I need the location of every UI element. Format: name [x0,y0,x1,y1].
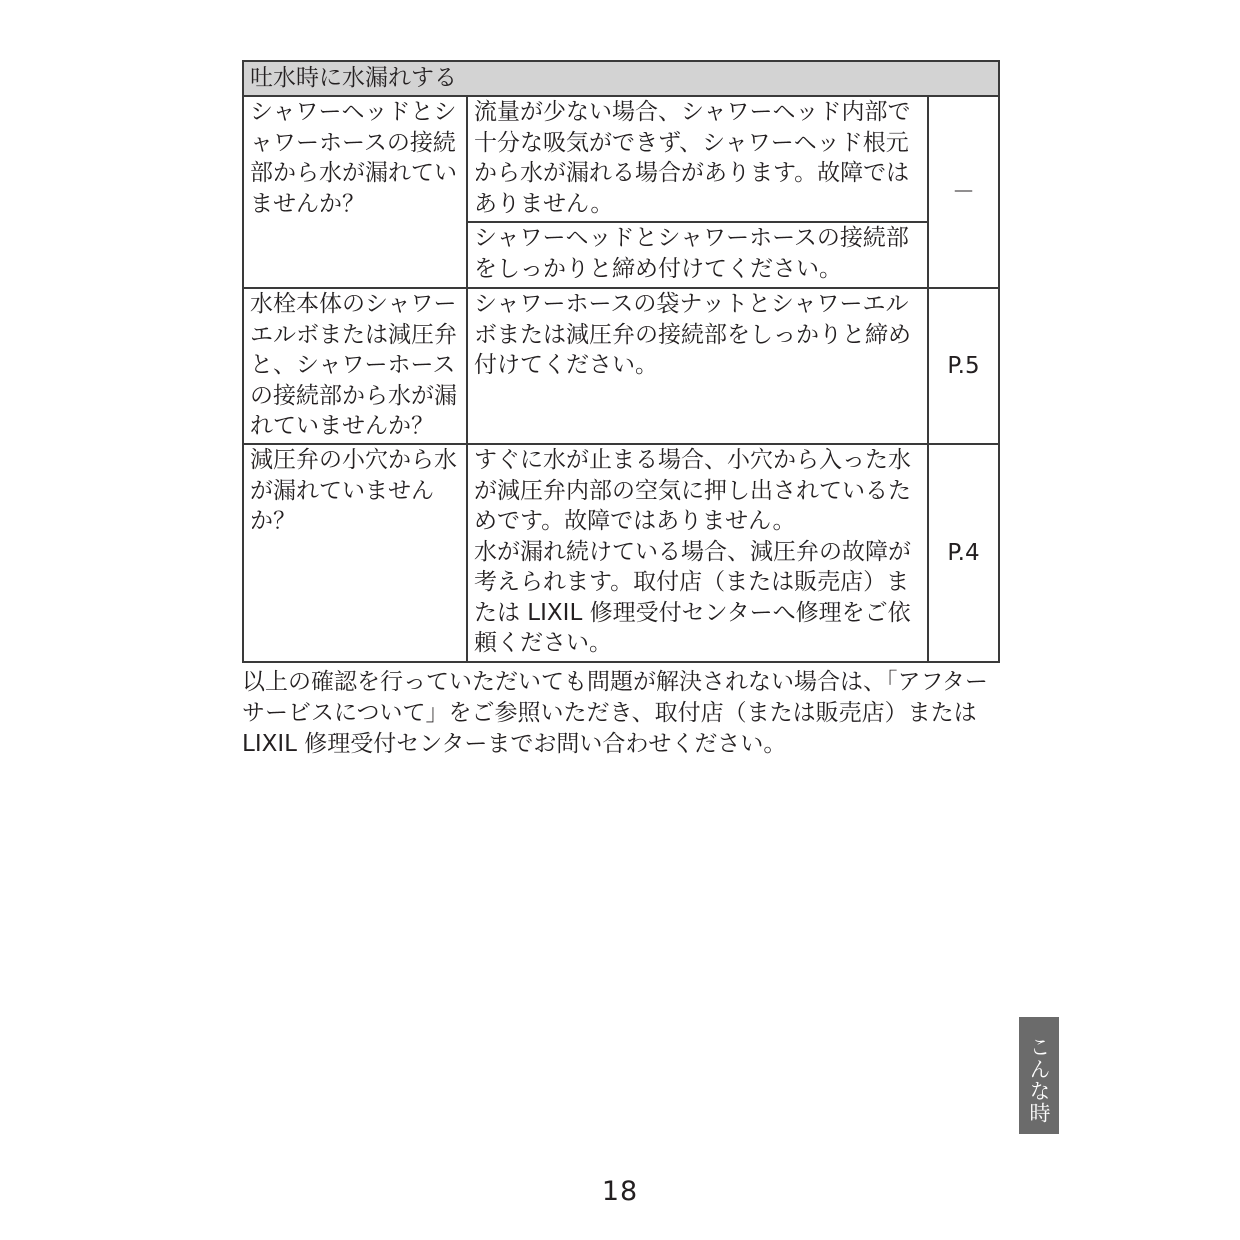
footnote: 以上の確認を行っていただいても問題が解決されない場合は、「アフターサービスについて」をご参照いただき、取付店（または販売店）またはLIXIL 修理受付センターまでお問い合わせください。 [242,669,988,757]
remedy-cell: シャワーヘッドとシャワーホースの接続部をしっかりと締め付けてください。 [467,222,928,288]
page-reference-cell: P.4 [928,444,999,662]
remedy-text: すぐに水が止まる場合、小穴から入った水が減圧弁内部の空気に押し出されているためです。故障ではありません。 [474,447,911,534]
remedy-text: 水が漏れ続けている場合、減圧弁の故障が考えられます。取付店（または販売店）または LIXIL 修理受付センターへ修理をご依頼ください。 [474,538,911,656]
troubleshooting-table [242,60,1000,663]
remedy-cell: シャワーホースの袋ナットとシャワーエルボまたは減圧弁の接続部をしっかりと締め付けてください。 [467,288,928,444]
section-side-tab: こんな時は [1019,1017,1059,1134]
remedy-cell: 流量が少ない場合、シャワーヘッド内部で十分な吸気ができず、シャワーヘッド根元から水が漏れる場合があります。故障ではありません。 [467,96,928,222]
remedy-cell [467,444,928,662]
page-reference-cell: P.5 [928,288,999,444]
page-number: 18 [601,1176,639,1207]
page-reference-cell: － [928,96,999,288]
question-cell: 減圧弁の小穴から水が漏れていませんか？ [243,444,467,662]
section-header: 吐水時に水漏れする [243,61,999,96]
question-cell: シャワーヘッドとシャワーホースの接続部から水が漏れていませんか？ [243,96,467,288]
question-cell: 水栓本体のシャワーエルボまたは減圧弁と、シャワーホースの接続部から水が漏れていませんか？ [243,288,467,444]
